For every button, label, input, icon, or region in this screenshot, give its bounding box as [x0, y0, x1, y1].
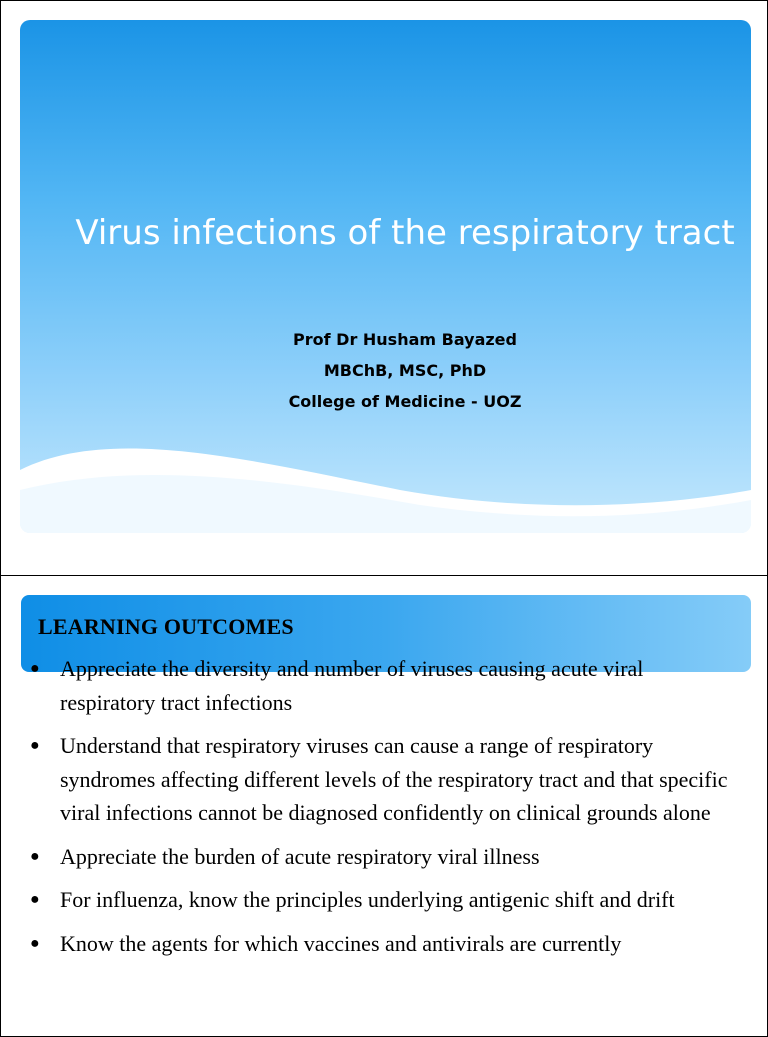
author-block — [60, 324, 750, 417]
slide-heading: LEARNING OUTCOMES — [38, 614, 294, 639]
list-item — [1, 927, 767, 961]
slide-title: Virus infections of the respiratory tract — [75, 213, 735, 253]
wave-decoration — [20, 20, 751, 533]
bullet-icon: ● — [30, 934, 40, 952]
bullet-icon: ● — [30, 660, 40, 677]
bullet-icon: ● — [30, 891, 40, 908]
author-name: Prof Dr Husham Bayazed — [293, 330, 517, 349]
outcome-text: Appreciate the diversity and number of viruses causing acute viral respiratory tract infections — [60, 656, 644, 715]
bullet-icon: ● — [30, 737, 40, 754]
outcome-text: Appreciate the burden of acute respiratory viral illness — [60, 843, 540, 869]
learning-outcomes-slide — [0, 575, 768, 1037]
author-institution: College of Medicine - UOZ — [288, 392, 522, 411]
title-slide-background — [20, 20, 751, 533]
list-item — [1, 840, 767, 874]
outcomes-list — [1, 652, 767, 970]
list-item — [1, 883, 767, 917]
outcome-text: Know the agents for which vaccines and antivirals are currently — [60, 930, 622, 956]
outcome-text: Understand that respiratory viruses can cause a range of respiratory syndromes affecting different levels of the respiratory tract and that specific viral infections cannot be diagnosed confidently on clinical grounds alone — [60, 733, 728, 825]
list-item — [1, 652, 767, 719]
list-item — [1, 729, 767, 830]
bullet-icon: ● — [30, 847, 40, 865]
author-degrees: MBChB, MSC, PhD — [323, 361, 487, 380]
outcome-text: For influenza, know the principles underlying antigenic shift and drift — [60, 887, 675, 912]
